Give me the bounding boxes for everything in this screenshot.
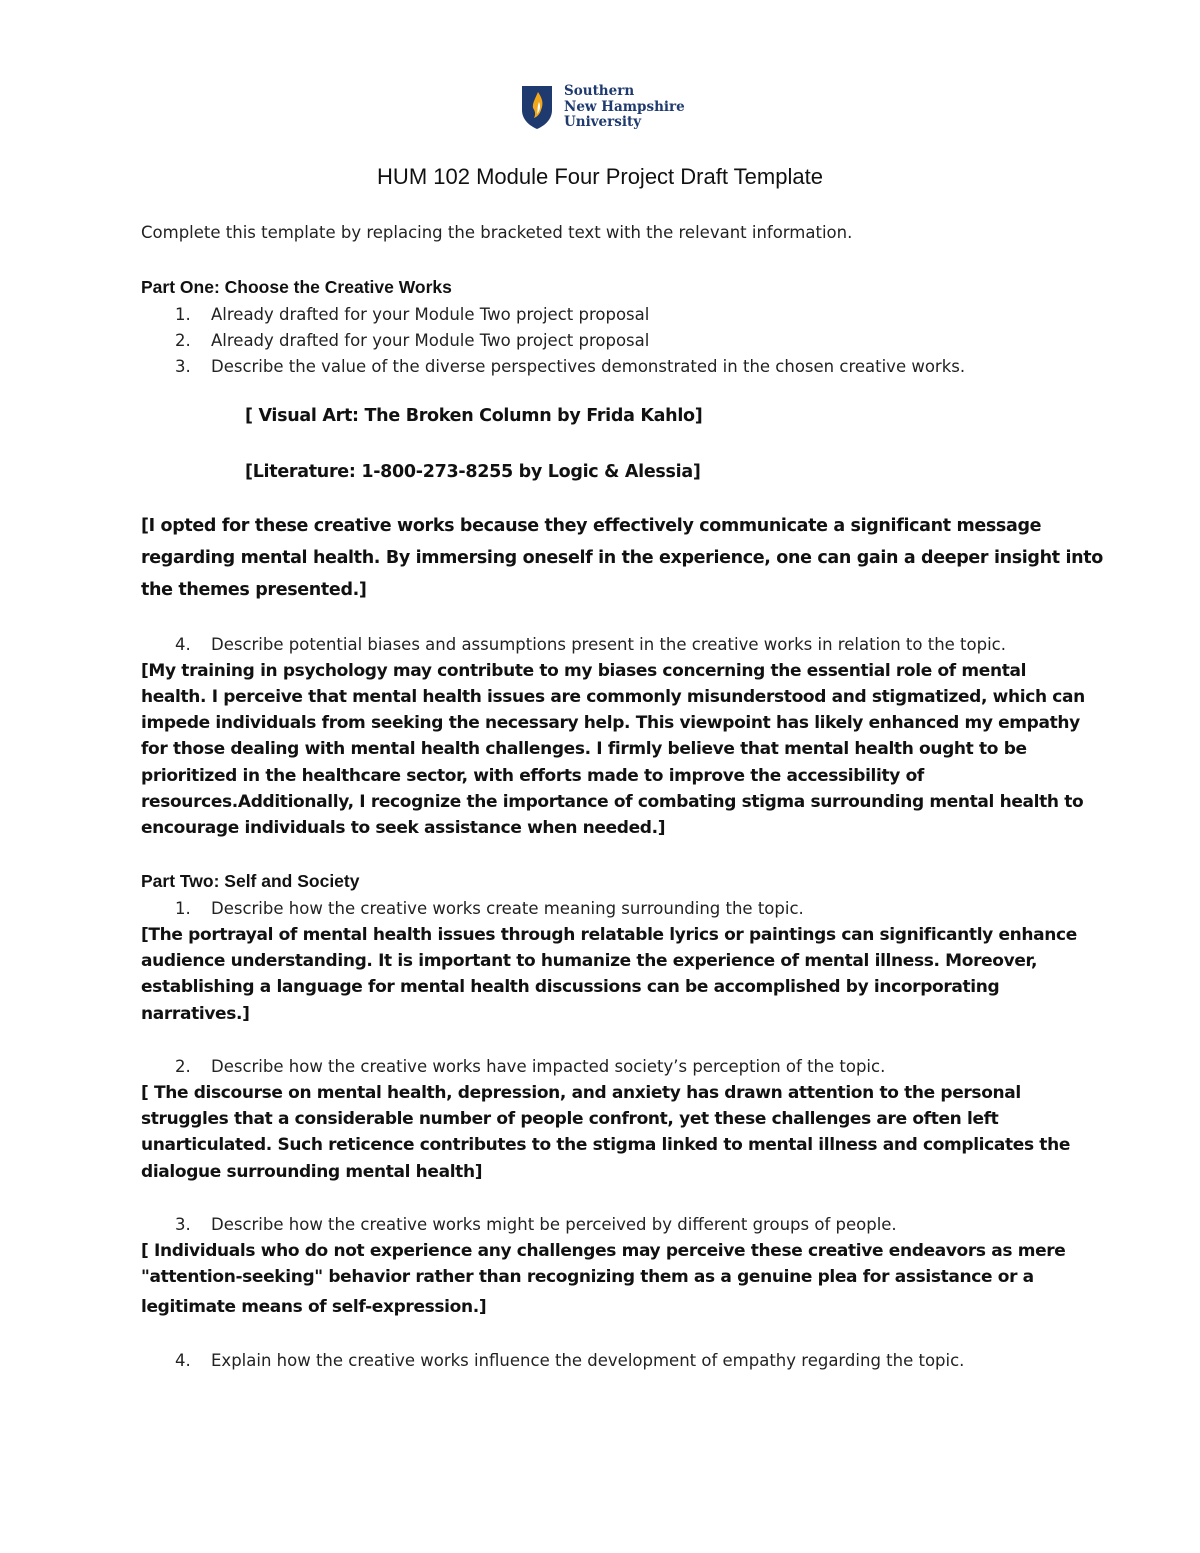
instructions: Complete this template by replacing the bracketed text with the relevant information. [141,223,853,242]
answer-line: establishing a language for mental health discussions can be accomplished by incorporating [141,977,1000,997]
list-number: 3. [175,1215,191,1234]
list-item [175,356,965,378]
list-text: Describe how the creative works have impacted society’s perception of the topic. [211,1057,886,1076]
answer-line: struggles that a considerable number of people confront, yet these challenges are often left [141,1109,999,1129]
list-text: Describe the value of the diverse perspectives demonstrated in the chosen creative works. [211,357,966,376]
answer-line: dialogue surrounding mental health] [141,1162,483,1182]
answer-line: encourage individuals to seek assistance when needed.] [141,818,666,838]
list-item [175,1056,885,1078]
list-number: 2. [175,1057,191,1076]
answer-line: narratives.] [141,1004,250,1024]
list-item [175,1214,897,1236]
document-title: HUM 102 Module Four Project Draft Template [377,164,823,189]
creative-work-visual-art: [ Visual Art: The Broken Column by Frida Kahlo] [245,406,703,426]
answer-line: regarding mental health. By immersing oneself in the experience, one can gain a deeper insight into [141,548,1103,568]
list-item [175,898,804,920]
university-name [564,84,685,131]
answer-line: unarticulated. Such reticence contributes to the stigma linked to mental illness and complicates the [141,1135,1071,1155]
list-number: 4. [175,1351,191,1370]
list-text: Explain how the creative works influence the development of empathy regarding the topic. [211,1351,965,1370]
list-item [175,330,649,352]
part-two-heading: Part Two: Self and Society [141,871,360,891]
answer-line: the themes presented.] [141,580,367,600]
list-text: Describe potential biases and assumptions present in the creative works in relation to the topic. [211,635,1006,654]
answer-line: health. I perceive that mental health issues are commonly misunderstood and stigmatized, which can [141,687,1085,707]
answer-line: for those dealing with mental health challenges. I firmly believe that mental health ought to be [141,739,1027,759]
answer-line: prioritized in the healthcare sector, with efforts made to improve the accessibility of [141,766,924,786]
list-number: 1. [175,305,191,324]
list-number: 2. [175,331,191,350]
answer-line: resources.Additionally, I recognize the importance of combating stigma surrounding mental health to [141,792,1084,812]
answer-line: [I opted for these creative works because they effectively communicate a significant message [141,516,1042,536]
answer-line: [ The discourse on mental health, depression, and anxiety has drawn attention to the personal [141,1083,1021,1103]
list-text: Describe how the creative works might be perceived by different groups of people. [211,1215,897,1234]
creative-work-literature: [Literature: 1-800-273-8255 by Logic & Alessia] [245,462,701,482]
answer-line: legitimate means of self-expression.] [141,1297,487,1317]
list-item [175,634,1006,656]
answer-line: [My training in psychology may contribute to my biases concerning the essential role of mental [141,661,1027,681]
list-text: Describe how the creative works create meaning surrounding the topic. [211,899,804,918]
logo-line-3: University [564,114,642,130]
list-number: 1. [175,899,191,918]
list-text: Already drafted for your Module Two project proposal [211,305,650,324]
logo-line-2: New Hampshire [564,98,685,115]
answer-line: [ Individuals who do not experience any challenges may perceive these creative endeavors as mere [141,1241,1066,1261]
list-text: Already drafted for your Module Two project proposal [211,331,650,350]
list-number: 3. [175,357,191,376]
answer-line: "attention-seeking" behavior rather than recognizing them as a genuine plea for assistance or a [141,1267,1034,1287]
list-item [175,1350,964,1372]
answer-line: [The portrayal of mental health issues through relatable lyrics or paintings can significantly enhance [141,925,1077,945]
answer-line: impede individuals from seeking the necessary help. This viewpoint has likely enhanced my empathy [141,713,1080,733]
part-one-heading: Part One: Choose the Creative Works [141,277,452,297]
university-logo [520,84,690,134]
list-item [175,304,649,326]
flame-shield-icon [520,84,554,134]
list-number: 4. [175,635,191,654]
logo-line-1: Southern [564,83,635,99]
answer-line: audience understanding. It is important to humanize the experience of mental illness. Moreover, [141,951,1038,971]
